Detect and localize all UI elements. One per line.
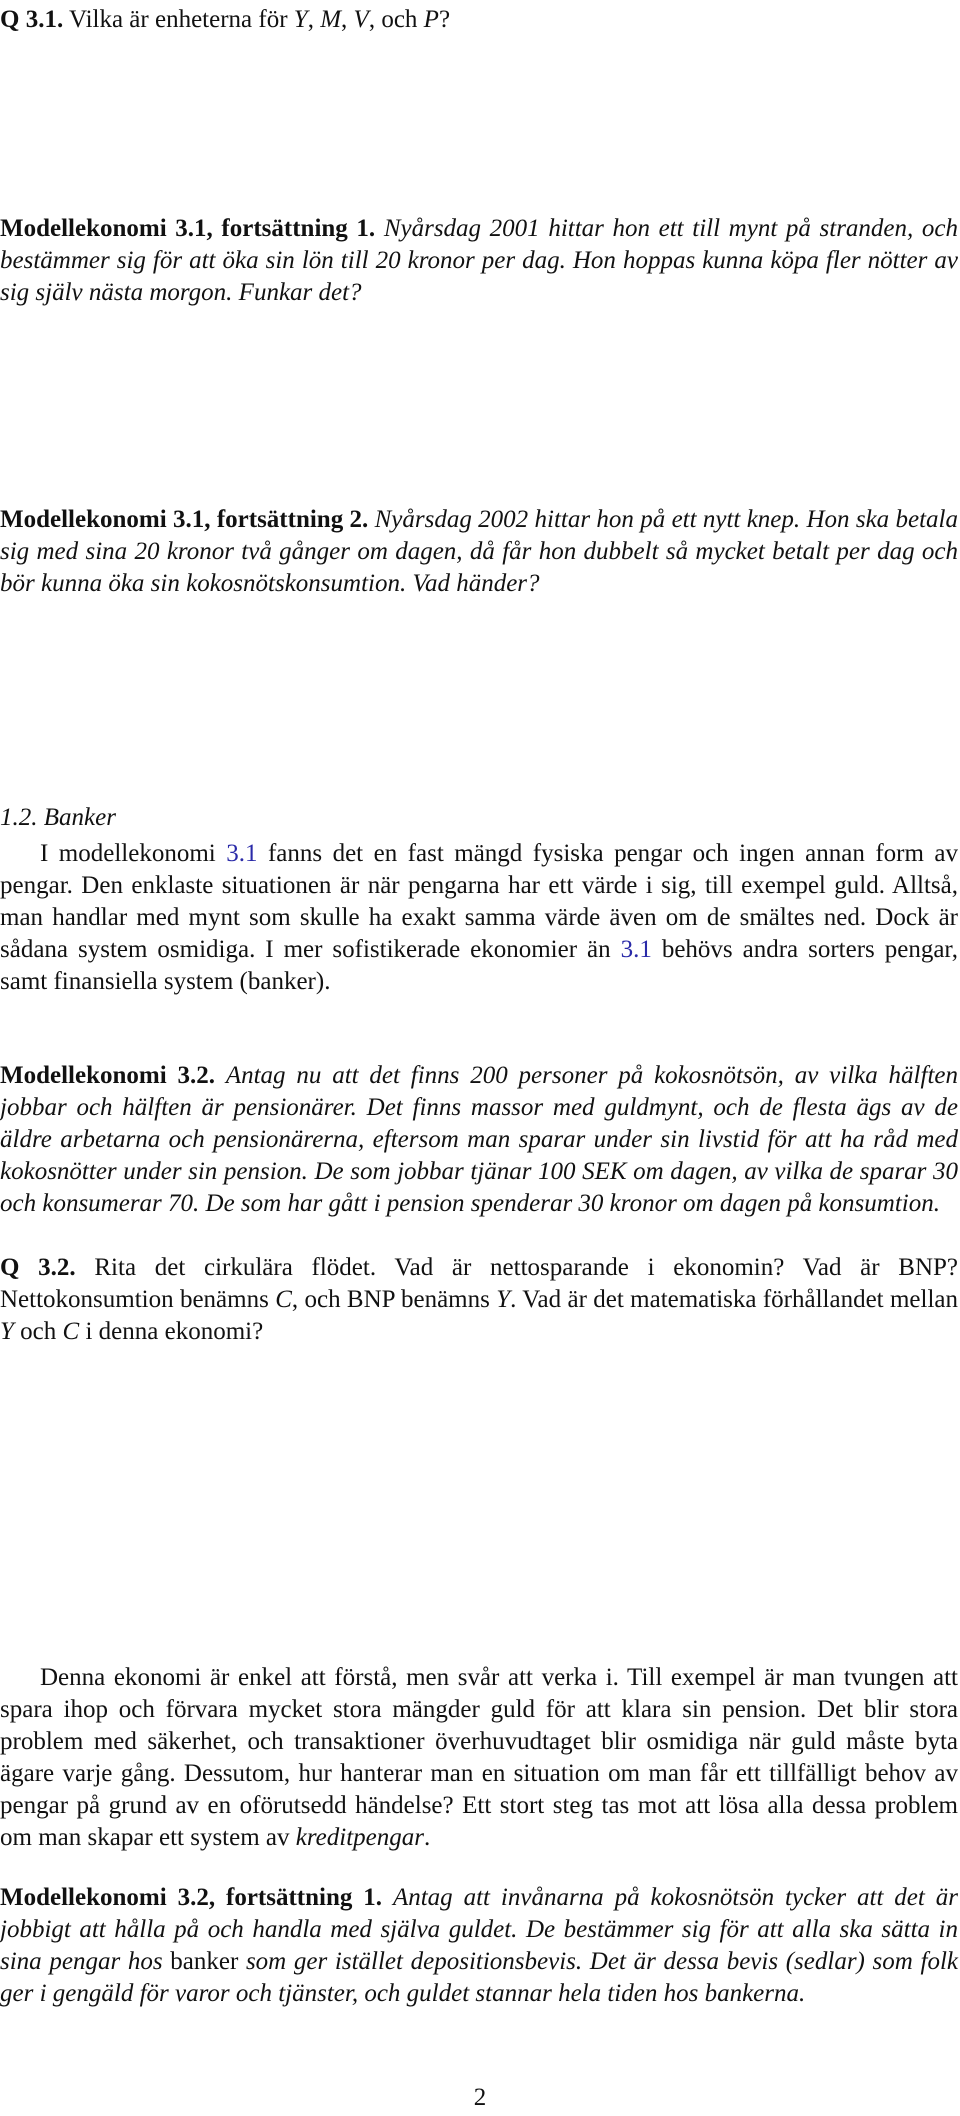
question-text: Rita det cirkulära flödet. Vad är nettosparande i ekonomin? Vad är BNP? Nettokonsumtion benämns: [0, 1254, 959, 1313]
math-symbol: Y: [0, 1318, 14, 1345]
section-title: Banker: [43, 804, 116, 831]
paragraph-text: .: [423, 1824, 431, 1851]
paragraph-text: behövs andra sorters pengar, samt finansiella system (banker).: [0, 936, 958, 995]
paragraph-text: I modellekonomi: [40, 840, 227, 867]
emphasized-term: kreditpengar: [295, 1824, 424, 1851]
reference-link[interactable]: 3.1: [226, 840, 258, 867]
separator: ,: [307, 6, 321, 33]
question-text: , och BNP benämns: [291, 1286, 497, 1313]
question-3-1: [0, 4, 958, 36]
paragraph-text: Denna ekonomi är enkel att förstå, men svår att verka i. Till exempel är man tvungen att spara ihop och förvara mycket stora mängder guld för att klara sin pension. Det blir stora problem med säkerhet, och transaktioner överhuvudtaget blir osmidiga när guld måste byta ägare varje gång. Dessutom, hur hanterar man en situation om man får ett tillfälligt behov av pengar på grund av en oförutsedd händelse? Ett stort steg tas mot att lösa alla dessa problem om man skapar ett system av: [0, 1664, 958, 1851]
model-text: Nyårsdag 2001 hittar hon ett till mynt på stranden, och bestämmer sig för att öka sin lön till 20 kronor per dag. Hon hoppas kunna köpa fler nötter av sig själv nästa morgon. Funkar det?: [0, 215, 959, 306]
math-symbol: V: [353, 6, 369, 33]
model-text: Nyårsdag 2002 hittar hon på ett nytt knep. Hon ska betala sig med sina 20 kronor två gånger om dagen, då får hon dubbelt så mycket betalt per dag och bör kunna öka sin kokosnötskonsumtion. Vad händer?: [0, 506, 958, 597]
model-economy-3-2-cont-1: [0, 1882, 958, 2010]
separator: ?: [438, 6, 451, 33]
separator: , och: [368, 6, 424, 33]
paragraph-text: fanns det en fast mängd fysiska pengar och ingen annan form av pengar. Den enklaste situationen är när pengarna har ett värde i sig, till exempel guld. Alltså, man handlar med mynt som skulle ha exakt samma värde även om de smältes ned. Dock är sådana system osmidiga. I mer sofistikerade ekonomier än: [0, 840, 959, 963]
question-label: Q 3.2.: [0, 1254, 76, 1281]
math-symbol: P: [423, 6, 439, 33]
section-heading: [0, 802, 958, 834]
math-symbol: M: [320, 6, 342, 33]
question-text: . Vad är det matematiska förhållandet mellan: [510, 1286, 959, 1313]
economy-paragraph: [0, 1662, 958, 1854]
math-symbol: Y: [293, 6, 308, 33]
math-symbol: C: [62, 1318, 80, 1345]
question-3-2: [0, 1252, 958, 1348]
model-text: Antag att invånarna på kokosnötsön tycker att det är jobbigt att hålla på och handla med själva guldet. De bestämmer sig för att alla ska sätta in sina pengar hos: [0, 1884, 958, 1975]
math-symbol: Y: [496, 1286, 511, 1313]
banker-paragraph: [0, 838, 958, 998]
question-label: Q 3.1.: [0, 6, 64, 33]
question-text: och: [13, 1318, 63, 1345]
separator: ,: [341, 6, 354, 33]
model-label: Modellekonomi 3.1, fortsättning 1.: [0, 215, 376, 242]
model-text: som ger istället depositionsbevis. Det är dessa bevis (sedlar) som folk ger i gengäld för varor och tjänster, och guldet stannar hela tiden hos bankerna.: [0, 1948, 958, 2007]
reference-link[interactable]: 3.1: [620, 936, 652, 963]
question-text: i denna ekonomi?: [79, 1318, 264, 1345]
model-text: Antag nu att det finns 200 personer på kokosnötsön, av vilka hälften jobbar och hälften är pensionärer. Det finns massor med guldmynt, och de flesta ägs av de äldre arbetarna och pensionärerna, eftersom man sparar under sin livstid för att ha råd med kokosnötter under sin pension. De som jobbar tjänar 100 SEK om dagen, av vilka de sparar 30 och konsumerar 70. De som har gått i pension spenderar 30 kronor om dagen på konsumtion.: [0, 1062, 958, 1217]
model-label: Modellekonomi 3.2.: [0, 1062, 215, 1089]
model-economy-3-1-cont-2: [0, 504, 958, 600]
model-economy-3-2: [0, 1060, 958, 1220]
page-number: 2: [473, 2084, 487, 2111]
question-text: Vilka är enheterna för: [69, 6, 294, 33]
section-number: 1.2.: [0, 804, 38, 831]
model-label: Modellekonomi 3.1, fortsättning 2.: [0, 506, 369, 533]
model-economy-3-1-cont-1: [0, 213, 958, 309]
upright-term: banker: [170, 1948, 239, 1975]
math-symbol: C: [275, 1286, 292, 1313]
model-label: Modellekonomi 3.2, fortsättning 1.: [0, 1884, 383, 1911]
